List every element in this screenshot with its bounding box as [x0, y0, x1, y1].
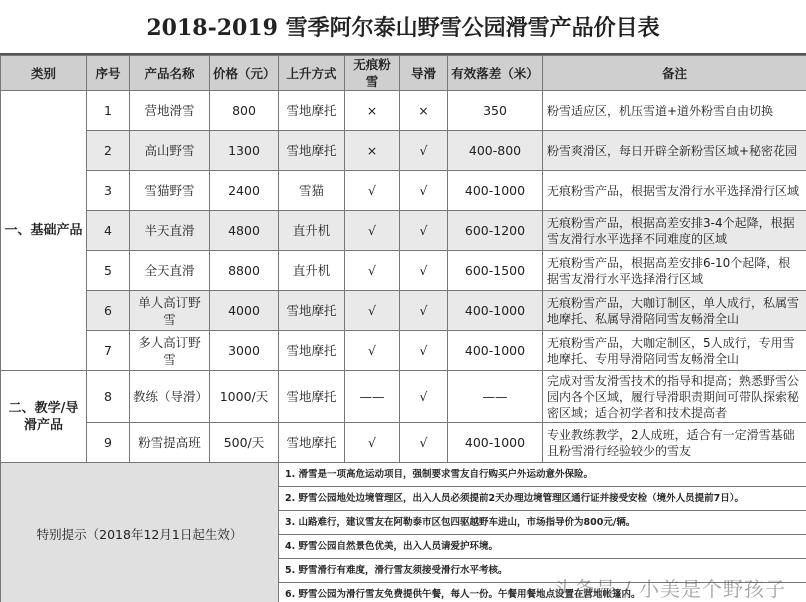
cell-note: 专业教练教学，2人成班，适合有一定滑雪基础且粉雪滑行经验较少的雪友	[543, 423, 806, 463]
cell-note: 粉雪适应区，机压雪道+道外粉雪自由切换	[543, 91, 806, 131]
cell-drop: 400-1000	[448, 171, 543, 211]
header-row	[1, 56, 806, 91]
cell-no: 9	[87, 423, 130, 463]
cell-note: 无痕粉雪产品，根据高差安排6-10个起降，根据雪友滑行水平选择滑行区域	[543, 251, 806, 291]
cell-name: 高山野雪	[130, 131, 210, 171]
cell-powder: ——	[345, 371, 400, 423]
cell-no: 6	[87, 291, 130, 331]
cell-name: 营地滑雪	[130, 91, 210, 131]
table-row	[1, 171, 806, 211]
cell-powder: √	[345, 171, 400, 211]
tip-row	[1, 463, 806, 487]
cell-drop: 400-800	[448, 131, 543, 171]
table-row	[1, 331, 806, 371]
table-row	[1, 423, 806, 463]
cell-guide: √	[400, 251, 448, 291]
cell-guide: √	[400, 371, 448, 423]
table-row	[1, 251, 806, 291]
cell-powder: √	[345, 211, 400, 251]
cell-guide: ×	[400, 91, 448, 131]
cell-powder: ×	[345, 91, 400, 131]
cell-lift: 直升机	[279, 211, 345, 251]
header-powder: 无痕粉雪	[345, 56, 400, 91]
category-basic: 一、基础产品	[1, 91, 87, 371]
cell-powder: √	[345, 251, 400, 291]
cell-no: 8	[87, 371, 130, 423]
cell-name: 教练（导滑）	[130, 371, 210, 423]
cell-powder: √	[345, 423, 400, 463]
tip-item: 3. 山路难行，建议雪友在阿勒泰市区包四驱越野车进山，市场指导价为800元/辆。	[279, 511, 806, 535]
cell-guide: √	[400, 423, 448, 463]
cell-powder: ×	[345, 131, 400, 171]
cell-drop: ——	[448, 371, 543, 423]
cell-name: 雪猫野雪	[130, 171, 210, 211]
cell-price: 1300	[210, 131, 279, 171]
cell-drop: 350	[448, 91, 543, 131]
cell-price: 8800	[210, 251, 279, 291]
cell-powder: √	[345, 331, 400, 371]
cell-no: 7	[87, 331, 130, 371]
cell-guide: √	[400, 131, 448, 171]
table-row	[1, 211, 806, 251]
cell-guide: √	[400, 211, 448, 251]
cell-no: 2	[87, 131, 130, 171]
cell-name: 单人高订野雪	[130, 291, 210, 331]
tip-item: 6. 野雪公园为滑行雪友免费提供午餐，每人一份。午餐用餐地点设置在营地帐篷内。	[279, 583, 806, 602]
cell-name: 半天直滑	[130, 211, 210, 251]
tip-item: 2. 野雪公园地处边境管理区，出入人员必须提前2天办理边境管理区通行证并接受安检（境外人员提前7日）。	[279, 487, 806, 511]
cell-lift: 雪地摩托	[279, 91, 345, 131]
header-price: 价格（元）	[210, 56, 279, 91]
table-row	[1, 291, 806, 331]
cell-lift: 雪猫	[279, 171, 345, 211]
cell-note: 无痕粉雪产品，大咖定制区，5人成行，专用雪地摩托、专用导滑陪同雪友畅滑全山	[543, 331, 806, 371]
cell-guide: √	[400, 291, 448, 331]
cell-lift: 雪地摩托	[279, 371, 345, 423]
cell-drop: 400-1000	[448, 331, 543, 371]
cell-no: 4	[87, 211, 130, 251]
cell-note: 完成对雪友滑雪技术的指导和提高；熟悉野雪公园内各个区域，履行导滑职责期间可带队探索秘密区域；适合初学者和技术提高者	[543, 371, 806, 423]
cell-no: 5	[87, 251, 130, 291]
cell-drop: 600-1200	[448, 211, 543, 251]
header-lift: 上升方式	[279, 56, 345, 91]
cell-note: 无痕粉雪产品，根据高差安排3-4个起降，根据雪友滑行水平选择不同难度的区域	[543, 211, 806, 251]
header-no: 序号	[87, 56, 130, 91]
cell-price: 500/天	[210, 423, 279, 463]
cell-lift: 直升机	[279, 251, 345, 291]
special-tips-label: 特别提示（2018年12月1日起生效）	[1, 463, 279, 602]
tip-item: 4. 野雪公园自然景色优美，出入人员请爱护环境。	[279, 535, 806, 559]
category-teaching: 二、教学/导滑产品	[1, 371, 87, 463]
cell-price: 2400	[210, 171, 279, 211]
cell-price: 3000	[210, 331, 279, 371]
cell-no: 3	[87, 171, 130, 211]
cell-drop: 400-1000	[448, 423, 543, 463]
header-category: 类别	[1, 56, 87, 91]
cell-name: 多人高订野雪	[130, 331, 210, 371]
header-note: 备注	[543, 56, 806, 91]
cell-drop: 400-1000	[448, 291, 543, 331]
cell-note: 无痕粉雪产品，大咖订制区，单人成行，私属雪地摩托、私属导滑陪同雪友畅滑全山	[543, 291, 806, 331]
sheet-title: 2018-2019 雪季阿尔泰山野雪公园滑雪产品价目表	[0, 0, 806, 55]
table-row	[1, 131, 806, 171]
cell-lift: 雪地摩托	[279, 331, 345, 371]
cell-price: 800	[210, 91, 279, 131]
cell-lift: 雪地摩托	[279, 423, 345, 463]
cell-name: 全天直滑	[130, 251, 210, 291]
cell-lift: 雪地摩托	[279, 291, 345, 331]
cell-price: 4800	[210, 211, 279, 251]
table-row	[1, 371, 806, 423]
header-guide: 导滑	[400, 56, 448, 91]
cell-note: 粉雪爽滑区，每日开辟全新粉雪区域+秘密花园	[543, 131, 806, 171]
cell-price: 4000	[210, 291, 279, 331]
cell-powder: √	[345, 291, 400, 331]
header-name: 产品名称	[130, 56, 210, 91]
price-table	[0, 55, 806, 602]
cell-lift: 雪地摩托	[279, 131, 345, 171]
cell-price: 1000/天	[210, 371, 279, 423]
cell-no: 1	[87, 91, 130, 131]
header-drop: 有效落差（米）	[448, 56, 543, 91]
tip-item: 5. 野雪滑行有难度，滑行雪友须接受滑行水平考核。	[279, 559, 806, 583]
table-row	[1, 91, 806, 131]
tip-item: 1. 滑雪是一项高危运动项目，强制要求雪友自行购买户外运动意外保险。	[279, 463, 806, 487]
cell-guide: √	[400, 331, 448, 371]
cell-guide: √	[400, 171, 448, 211]
cell-name: 粉雪提高班	[130, 423, 210, 463]
watermark-text: 头条号 / 小美是个野孩子	[553, 577, 786, 601]
cell-drop: 600-1500	[448, 251, 543, 291]
cell-note: 无痕粉雪产品，根据雪友滑行水平选择滑行区域	[543, 171, 806, 211]
